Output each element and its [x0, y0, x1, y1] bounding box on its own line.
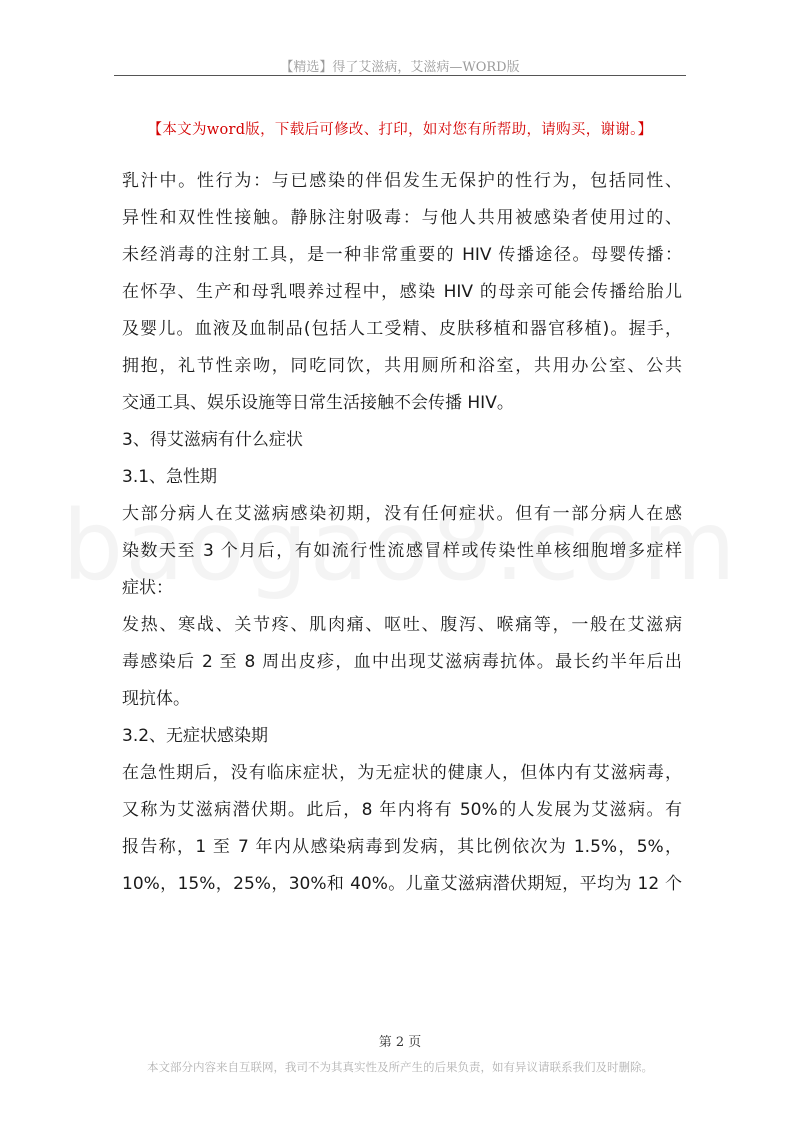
- header-divider: [114, 75, 686, 76]
- section-heading: 3、得艾滋病有什么症状: [122, 430, 303, 450]
- disclaimer-footer: 本文部分内容来自互联网，我司不为其真实性及所产生的后果负责，如有异议请联系我们及时删除。: [147, 1060, 653, 1074]
- text-line: 异性和双性性接触。静脉注射吸毒：与他人共用被感染者使用过的、: [122, 208, 682, 228]
- text-line: 乳汁中。性行为：与已感染的伴侣发生无保护的性行为，包括同性、: [122, 171, 682, 191]
- page-number: 第 2 页: [378, 1035, 422, 1050]
- text-line: 大部分病人在艾滋病感染初期，没有任何症状。但有一部分病人在感: [122, 504, 682, 524]
- text-line: 及婴儿。血液及血制品(包括人工受精、皮肤移植和器官移植)。握手，: [122, 319, 682, 339]
- text-line: 报告称，1 至 7 年内从感染病毒到发病，其比例依次为 1.5%，5%，: [122, 837, 682, 857]
- text-line: 拥抱，礼节性亲吻，同吃同饮，共用厕所和浴室，共用办公室、公共: [122, 356, 682, 376]
- text-line: 现抗体。: [122, 689, 190, 709]
- text-line: 又称为艾滋病潜伏期。此后，8 年内将有 50%的人发展为艾滋病。有: [122, 800, 682, 820]
- page-header: 【精选】得了艾滋病，艾滋病—WORD版: [280, 60, 520, 75]
- text-line: 未经消毒的注射工具，是一种非常重要的 HIV 传播途径。母婴传播：: [122, 245, 682, 265]
- subsection-heading: 3.2、无症状感染期: [122, 726, 269, 746]
- text-line: 症状：: [122, 578, 173, 598]
- document-body: [122, 163, 682, 903]
- text-line: 交通工具、娱乐设施等日常生活接触不会传播 HIV。: [122, 393, 514, 413]
- text-line: 在急性期后，没有临床症状，为无症状的健康人，但体内有艾滋病毒，: [122, 763, 682, 783]
- text-line: 在怀孕、生产和母乳喂养过程中，感染 HIV 的母亲可能会传播给胎儿: [122, 282, 682, 302]
- text-line: 10%，15%，25%，30%和 40%。儿童艾滋病潜伏期短，平均为 12 个: [122, 874, 682, 894]
- subsection-heading: 3.1、急性期: [122, 467, 218, 487]
- text-line: 发热、寒战、关节疼、肌肉痛、呕吐、腹泻、喉痛等，一般在艾滋病: [122, 615, 682, 635]
- word-version-notice: 【本文为word版，下载后可修改、打印，如对您有所帮助，请购买，谢谢。】: [147, 122, 653, 138]
- text-line: 染数天至 3 个月后，有如流行性流感冒样或传染性单核细胞增多症样: [122, 541, 682, 561]
- text-line: 毒感染后 2 至 8 周出皮疹，血中出现艾滋病毒抗体。最长约半年后出: [122, 652, 682, 672]
